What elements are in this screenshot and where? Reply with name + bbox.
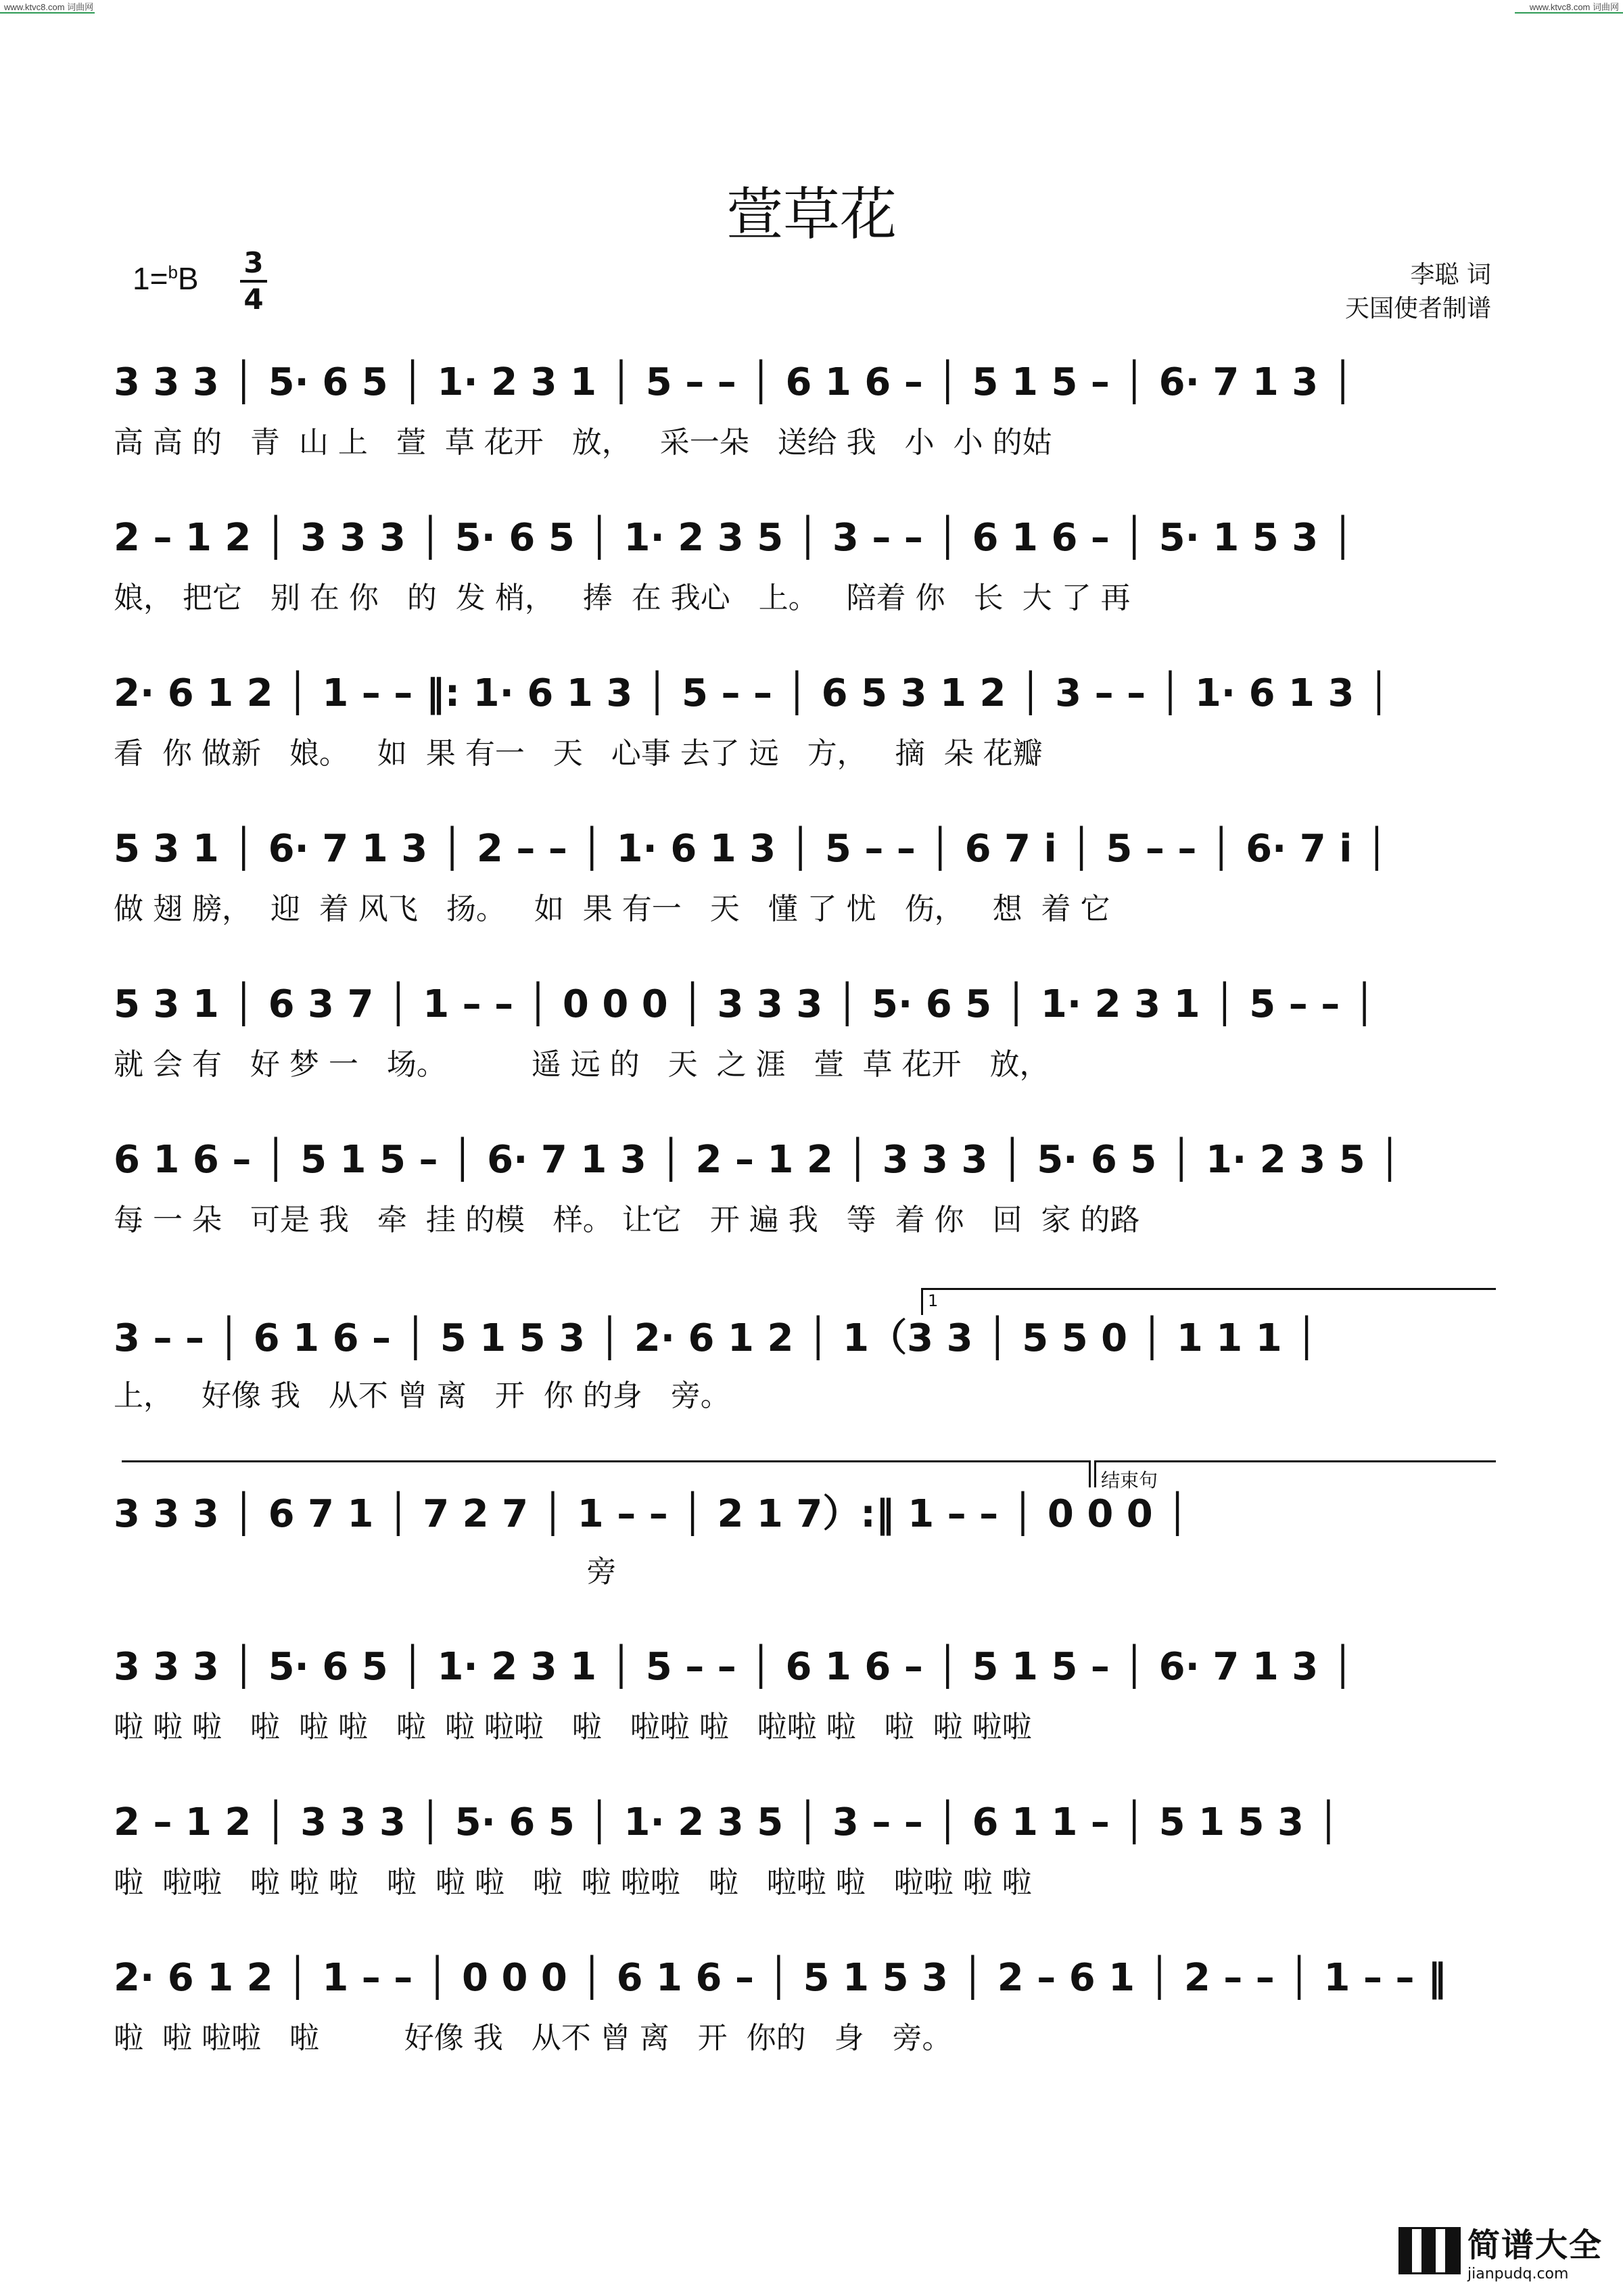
key-flat: b (168, 262, 178, 283)
logo-site: jianpudq.com (1467, 2266, 1569, 2282)
notation-line: 3 3 3 │ 5· 6 5 │ 1· 2 3 1 │ 5 – – │ 6 1 6 – │ 5 1 5 – │ 6· 7 1 3 │ (114, 1644, 1355, 1689)
lyric-line: 上， 好像 我 从不 曾 离 开 你 的身 旁。 (114, 1379, 730, 1413)
score-row-8 (114, 1474, 1509, 1629)
score-row-10 (114, 1785, 1509, 1940)
notation-line: 5 3 1 │ 6· 7 1 3 │ 2 – – │ 1· 6 1 3 │ 5 – – │ 6 7 i │ 5 – – │ 6· 7 i │ (114, 826, 1388, 871)
arranger-credit: 天国使者制谱 (1344, 295, 1491, 322)
key-prefix: 1= (133, 261, 168, 296)
notation-line: 5 3 1 │ 6 3 7 │ 1 – – │ 0 0 0 │ 3 3 3 │ 5· 6 5 │ 1· 2 3 1 │ 5 – – │ (114, 982, 1376, 1026)
site-logo (1398, 2219, 1603, 2282)
score-row-3 (114, 656, 1509, 811)
logo-name: 简谱大全 (1467, 2226, 1603, 2264)
key-note: B (177, 261, 199, 296)
lyric-line: 每 一 朵 可是 我 牵 挂 的模 样。 让它 开 遍 我 等 着 你 回 家 的路 (114, 1203, 1140, 1237)
notation-line: 2· 6 1 2 │ 1 – – │ 0 0 0 │ 6 1 6 – │ 5 1 5 3 │ 2 – 6 1 │ 2 – – │ 1 – – ‖ (114, 1955, 1446, 2000)
final-ending-bracket (1094, 1460, 1496, 1462)
time-signature-numerator: 3 (240, 249, 267, 283)
lyric-line: 看 你 做新 娘。 如 果 有一 天 心事 去了 远 方， 摘 朵 花瓣 (114, 736, 1043, 771)
notation-line: 3 – – │ 6 1 6 – │ 5 1 5 3 │ 2· 6 1 2 │ 1（3 3 │ 5 5 0 │ 1 1 1 │ (114, 1316, 1318, 1360)
score-row-11 (114, 1940, 1509, 2096)
lyric-line: 啦 啦 啦 啦 啦 啦 啦 啦 啦啦 啦 啦啦 啦 啦啦 啦 啦 啦 啦啦 (114, 1710, 1032, 1744)
notation-line: 2 – 1 2 │ 3 3 3 │ 5· 6 5 │ 1· 2 3 5 │ 3 – – │ 6 1 1 – │ 5 1 5 3 │ (114, 1800, 1340, 1844)
lyric-line: 啦 啦 啦啦 啦 好像 我 从不 曾 离 开 你的 身 旁。 (114, 2021, 952, 2055)
score-row-1 (114, 345, 1509, 500)
piano-keys-icon (1398, 2227, 1461, 2274)
score-row-9 (114, 1629, 1509, 1785)
lyric-line: 旁 (114, 1554, 617, 1589)
score-row-4 (114, 811, 1509, 967)
lyric-line: 娘， 把它 别 在 你 的 发 梢， 捧 在 我心 上。 陪着 你 长 大 了 再 (114, 581, 1131, 615)
notation-line: 6 1 6 – │ 5 1 5 – │ 6· 7 1 3 │ 2 – 1 2 │ 3 3 3 │ 5· 6 5 │ 1· 2 3 5 │ (114, 1137, 1401, 1182)
watermark-rule-left (0, 12, 95, 14)
watermark-rule-right (1515, 12, 1623, 14)
watermark-right: www.ktvc8.com 词曲网 (1529, 2, 1619, 12)
lyric-line: 啦 啦啦 啦 啦 啦 啦 啦 啦 啦 啦 啦啦 啦 啦啦 啦 啦啦 啦 啦 (114, 1865, 1032, 1900)
notation-line: 2· 6 1 2 │ 1 – – ‖: 1· 6 1 3 │ 5 – – │ 6 5 3 1 2 │ 3 – – │ 1· 6 1 3 │ (114, 671, 1390, 715)
notation-line: 3 3 3 │ 6 7 1 │ 7 2 7 │ 1 – – │ 2 1 7）:‖ 1 – – │ 0 0 0 │ (114, 1492, 1189, 1536)
first-ending-bracket-continued (122, 1460, 1089, 1462)
score-row-5 (114, 967, 1509, 1122)
notation-line: 3 3 3 │ 5· 6 5 │ 1· 2 3 1 │ 5 – – │ 6 1 6 – │ 5 1 5 – │ 6· 7 1 3 │ (114, 360, 1355, 404)
final-ending-label: 结束句 (1101, 1469, 1158, 1491)
lyricist-credit: 李聪 词 (1410, 261, 1491, 289)
watermark-left: www.ktvc8.com 词曲网 (4, 2, 94, 12)
time-signature (240, 246, 267, 316)
lyric-line: 就 会 有 好 梦 一 场。 遥 远 的 天 之 涯 萱 草 花开 放， (114, 1047, 1050, 1082)
lyric-line: 做 翅 膀， 迎 着 风飞 扬。 如 果 有一 天 懂 了 忧 伤， 想 着 它 (114, 892, 1110, 926)
key-signature (133, 260, 199, 297)
score-row-7 (114, 1298, 1509, 1454)
first-ending-bracket (921, 1288, 1496, 1290)
time-signature-denominator: 4 (243, 283, 264, 316)
song-title: 萱草花 (726, 181, 897, 247)
score-row-6 (114, 1122, 1509, 1278)
lyric-line: 高 高 的 青 山 上 萱 草 花开 放， 采一朵 送给 我 小 小 的姑 (114, 425, 1052, 460)
score-row-2 (114, 500, 1509, 656)
first-ending-label: 1 (928, 1291, 939, 1310)
notation-line: 2 – 1 2 │ 3 3 3 │ 5· 6 5 │ 1· 2 3 5 │ 3 – – │ 6 1 6 – │ 5· 1 5 3 │ (114, 515, 1355, 560)
